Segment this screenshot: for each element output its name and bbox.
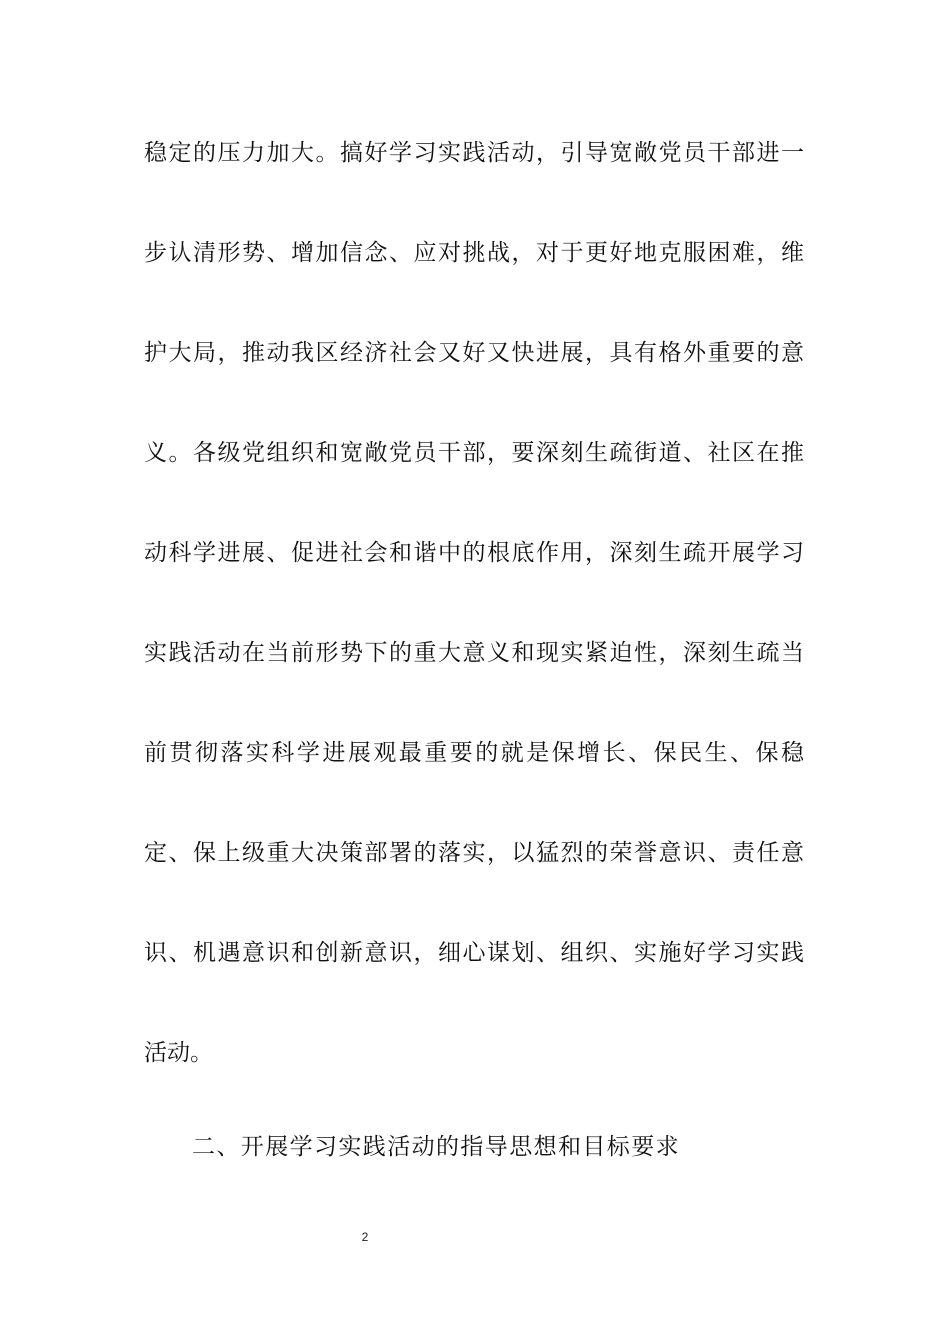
page-number: 2 [361,1230,369,1244]
paragraph-line: 活动。 [144,1040,213,1066]
paragraph-line: 步认清形势、增加信念、应对挑战，对于更好地克服困难，维 [144,240,804,266]
paragraph-line: 前贯彻落实科学进展观最重要的就是保增长、保民生、保稳 [144,740,804,766]
paragraph-line: 识、机遇意识和创新意识，细心谋划、组织、实施好学习实践 [144,940,804,966]
paragraph-line: 动科学进展、促进社会和谐中的根底作用，深刻生疏开展学习 [144,540,804,566]
section-heading: 二、开展学习实践活动的指导思想和目标要求 [192,1134,680,1160]
paragraph-line: 定、保上级重大决策部署的落实，以猛烈的荣誉意识、责任意 [144,840,804,866]
paragraph-line: 护大局，推动我区经济社会又好又快进展，具有格外重要的意 [144,340,804,366]
paragraph-line: 稳定的压力加大。搞好学习实践活动，引导宽敞党员干部进一 [144,140,804,166]
paragraph-line: 义。各级党组织和宽敞党员干部，要深刻生疏街道、社区在推 [144,440,804,466]
paragraph-line: 实践活动在当前形势下的重大意义和现实紧迫性，深刻生疏当 [144,640,804,666]
